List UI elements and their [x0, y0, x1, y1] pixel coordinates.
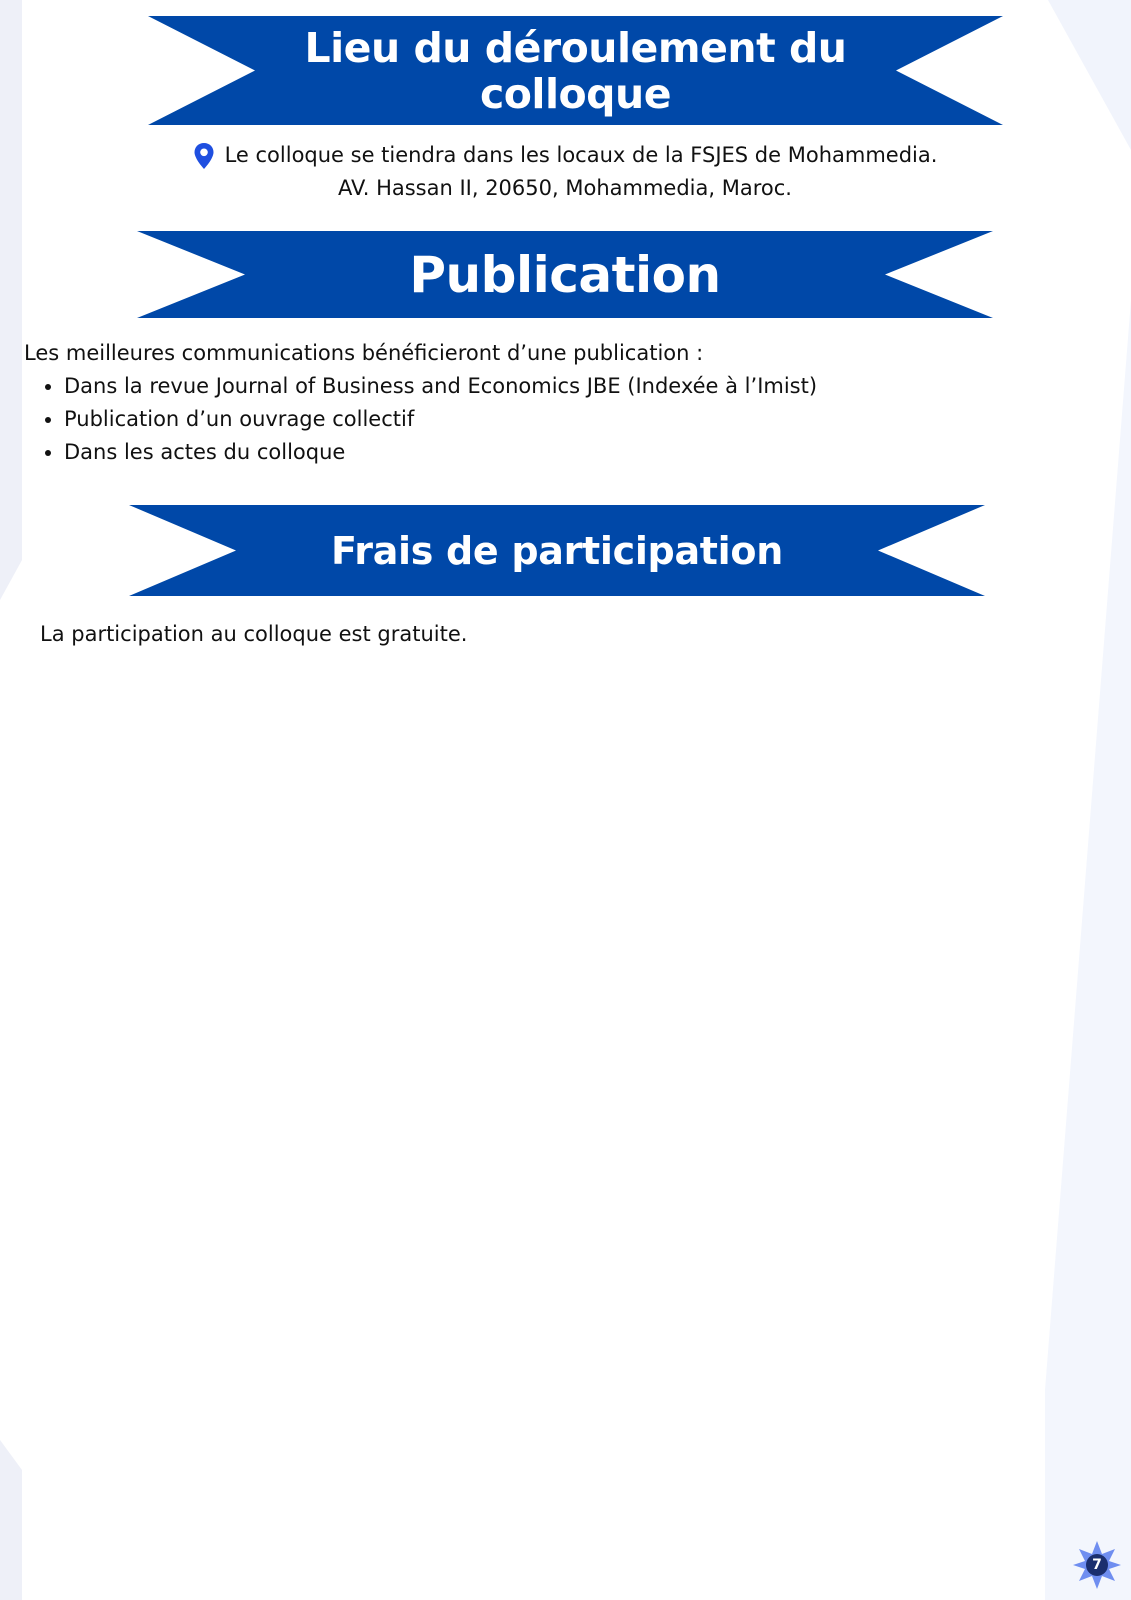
section-banner-frais: [129, 505, 985, 596]
address-line-2: AV. Hassan II, 20650, Mohammedia, Maroc.: [338, 176, 792, 200]
publication-list: [24, 370, 1024, 469]
location-pin-icon: [193, 142, 215, 170]
section-title-lieu-line1: Lieu du déroulement du: [304, 23, 847, 72]
section-banner-publication: [137, 231, 993, 318]
publication-content: [24, 337, 1024, 469]
section-title-lieu: [148, 16, 1003, 125]
page-number: 7: [1092, 1557, 1102, 1573]
section-banner-lieu: [148, 16, 1003, 125]
section-title-frais: Frais de participation: [331, 528, 783, 573]
list-item: • Dans la revue Journal of Business and Economics JBE (Indexée à l’Imist): [64, 370, 1024, 403]
publication-intro: Les meilleures communications bénéficieront d’une publication :: [24, 341, 704, 365]
page-number-badge: [1073, 1541, 1121, 1589]
location-info: [130, 139, 1000, 205]
frais-text: La participation au colloque est gratuite.: [40, 622, 468, 646]
list-item: • Publication d’un ouvrage collectif: [64, 403, 1024, 436]
section-title-lieu-line2: colloque: [479, 69, 672, 118]
address-line-1: Le colloque se tiendra dans les locaux de la FSJES de Mohammedia.: [224, 143, 938, 167]
list-item: • Dans les actes du colloque: [64, 436, 1024, 469]
section-title-publication: Publication: [409, 245, 721, 304]
location-line-1: [130, 139, 1000, 172]
